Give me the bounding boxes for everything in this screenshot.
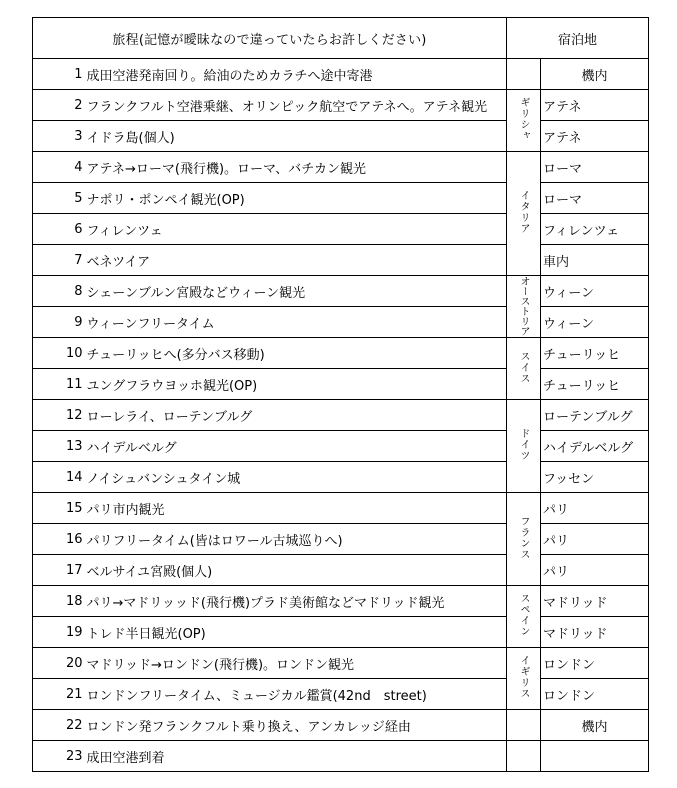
table-row <box>33 245 649 276</box>
day-number: 7 <box>33 245 85 276</box>
lodging-cell: ローテンブルグ <box>541 400 649 431</box>
table-row <box>33 679 649 710</box>
lodging-cell: パリ <box>541 524 649 555</box>
day-number: 21 <box>33 679 85 710</box>
table-row <box>33 338 649 369</box>
table-row <box>33 276 649 307</box>
lodging-cell: フィレンツェ <box>541 214 649 245</box>
day-description: 成田空港発南回り。給油のためカラチへ途中寄港 <box>85 59 507 90</box>
day-description: フランクフルト空港乗継、オリンピック航空でアテネへ。アテネ観光 <box>85 90 507 121</box>
country-cell-empty <box>507 741 541 772</box>
day-description: ナポリ・ポンペイ観光(OP) <box>85 183 507 214</box>
day-number: 3 <box>33 121 85 152</box>
day-number: 12 <box>33 400 85 431</box>
country-uk-label: イギリス <box>518 655 529 699</box>
day-description: ロンドンフリータイム、ミュージカル鑑賞(42nd street) <box>85 679 507 710</box>
table-row <box>33 493 649 524</box>
country-cell-empty <box>507 59 541 90</box>
table-row <box>33 555 649 586</box>
day-description: チューリッヒへ(多分バス移動) <box>85 338 507 369</box>
country-greece <box>507 90 541 152</box>
lodging-cell: ウィーン <box>541 307 649 338</box>
lodging-cell: チューリッヒ <box>541 369 649 400</box>
day-number: 22 <box>33 710 85 741</box>
table-row <box>33 524 649 555</box>
table-row <box>33 214 649 245</box>
day-description: ロンドン発フランクフルト乗り換え、アンカレッジ経由 <box>85 710 507 741</box>
table-row <box>33 369 649 400</box>
country-france-label: フランス <box>518 515 529 560</box>
day-number: 16 <box>33 524 85 555</box>
day-number: 17 <box>33 555 85 586</box>
day-number: 10 <box>33 338 85 369</box>
lodging-header-label: 宿泊地 <box>557 32 597 48</box>
table-row <box>33 617 649 648</box>
lodging-cell: マドリッド <box>541 586 649 617</box>
table-row <box>33 307 649 338</box>
day-description: ローレライ、ローテンブルグ <box>85 400 507 431</box>
lodging-cell: チューリッヒ <box>541 338 649 369</box>
country-italy-label: イタリア <box>518 190 529 234</box>
lodging-cell: ローマ <box>541 152 649 183</box>
country-germany-label: ドイツ <box>518 428 529 461</box>
day-description: ハイデルベルグ <box>85 431 507 462</box>
day-number: 5 <box>33 183 85 214</box>
lodging-cell: フッセン <box>541 462 649 493</box>
day-number: 9 <box>33 307 85 338</box>
day-description: パリ→マドリッッド(飛行機)プラド美術館などマドリッド観光 <box>85 586 507 617</box>
itinerary-header <box>33 18 507 59</box>
day-description: ウィーンフリータイム <box>85 307 507 338</box>
day-description: トレド半日観光(OP) <box>85 617 507 648</box>
header-row <box>33 18 649 59</box>
day-number: 4 <box>33 152 85 183</box>
day-number: 8 <box>33 276 85 307</box>
itinerary-header-label: 旅程(記憶が曖昧なので違っていたらお許しください) <box>112 32 427 48</box>
table-row <box>33 183 649 214</box>
day-number: 1 <box>33 59 85 90</box>
day-description: ユングフラウヨッホ観光(OP) <box>85 369 507 400</box>
country-greece-label: ギリシャ <box>518 97 529 141</box>
country-spain-label: スペイン <box>518 593 529 637</box>
day-description: パリ市内観光 <box>85 493 507 524</box>
lodging-cell: ウィーン <box>541 276 649 307</box>
country-france <box>507 493 541 586</box>
table-row <box>33 462 649 493</box>
country-switzerland-label: スイス <box>518 350 529 384</box>
day-description: イドラ島(個人) <box>85 121 507 152</box>
lodging-cell: 車内 <box>541 245 649 276</box>
day-number: 20 <box>33 648 85 679</box>
lodging-cell: アテネ <box>541 90 649 121</box>
country-cell-empty <box>507 710 541 741</box>
day-number: 11 <box>33 369 85 400</box>
day-number: 6 <box>33 214 85 245</box>
day-description: パリフリータイム(皆はロワール古城巡りへ) <box>85 524 507 555</box>
day-description: シェーンブルン宮殿などウィーン観光 <box>85 276 507 307</box>
day-number: 13 <box>33 431 85 462</box>
table-row <box>33 152 649 183</box>
day-number: 18 <box>33 586 85 617</box>
day-number: 2 <box>33 90 85 121</box>
itinerary-table <box>32 17 649 772</box>
lodging-cell: パリ <box>541 555 649 586</box>
lodging-cell: ハイデルベルグ <box>541 431 649 462</box>
country-spain <box>507 586 541 648</box>
table-row <box>33 121 649 152</box>
day-description: フィレンツェ <box>85 214 507 245</box>
lodging-cell: ローマ <box>541 183 649 214</box>
country-switzerland <box>507 338 541 400</box>
day-description: ベルサイユ宮殿(個人) <box>85 555 507 586</box>
country-italy <box>507 152 541 276</box>
table-row <box>33 59 649 90</box>
table-row <box>33 400 649 431</box>
table-row <box>33 431 649 462</box>
table-row <box>33 586 649 617</box>
lodging-cell: ロンドン <box>541 648 649 679</box>
lodging-cell: 機内 <box>541 710 649 741</box>
day-description: アテネ→ローマ(飛行機)。ローマ、バチカン観光 <box>85 152 507 183</box>
day-description: 成田空港到着 <box>85 741 507 772</box>
lodging-cell: アテネ <box>541 121 649 152</box>
day-number: 23 <box>33 741 85 772</box>
table-row <box>33 648 649 679</box>
lodging-cell: マドリッド <box>541 617 649 648</box>
day-description: ノイシュバンシュタイン城 <box>85 462 507 493</box>
country-uk <box>507 648 541 710</box>
country-austria-label: オーストリア <box>518 276 529 336</box>
lodging-cell: パリ <box>541 493 649 524</box>
table-row <box>33 90 649 121</box>
lodging-cell: 機内 <box>541 59 649 90</box>
day-number: 15 <box>33 493 85 524</box>
lodging-header <box>507 18 649 59</box>
lodging-cell <box>541 741 649 772</box>
lodging-cell: ロンドン <box>541 679 649 710</box>
day-number: 14 <box>33 462 85 493</box>
table-row <box>33 741 649 772</box>
country-austria <box>507 276 541 338</box>
table-row <box>33 710 649 741</box>
day-description: ベネツイア <box>85 245 507 276</box>
day-number: 19 <box>33 617 85 648</box>
country-germany <box>507 400 541 493</box>
day-description: マドリッド→ロンドン(飛行機)。ロンドン観光 <box>85 648 507 679</box>
